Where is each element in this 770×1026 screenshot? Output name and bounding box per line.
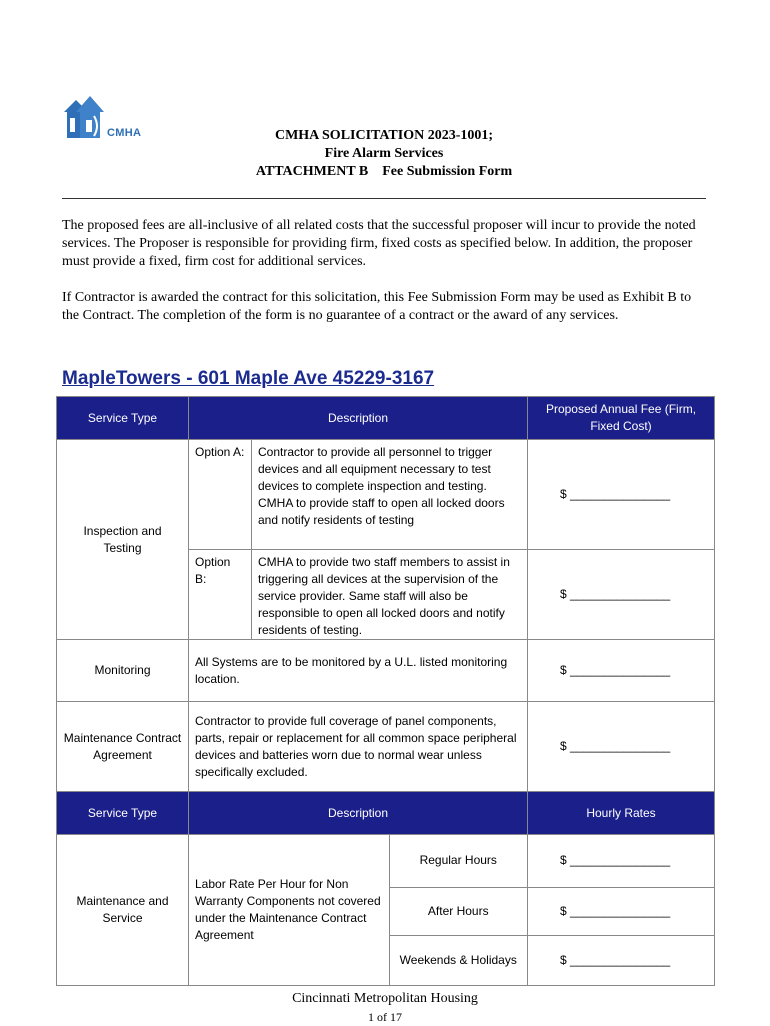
option-a-fee-field[interactable]: $ _______________ xyxy=(528,440,715,550)
contract-paragraph: If Contractor is awarded the contract for this solicitation, this Fee Submission Form may be used as Exhibit B to the Contract. The completion of the form is no guarantee of a contract or the award of any services. xyxy=(62,290,692,323)
regular-hours-label: Regular Hours xyxy=(389,835,527,887)
monitoring-label: Monitoring xyxy=(57,640,189,702)
document-header xyxy=(62,127,706,181)
attachment-title: ATTACHMENT B Fee Submission Form xyxy=(255,164,513,179)
col-service-type-2: Service Type xyxy=(57,792,189,835)
inspection-label: Inspection and Testing xyxy=(57,440,189,640)
col-proposed-fee: Proposed Annual Fee (Firm, Fixed Cost) xyxy=(528,397,715,440)
rate-field-subtable xyxy=(528,835,714,985)
table-row xyxy=(57,640,715,702)
col-service-type: Service Type xyxy=(57,397,189,440)
regular-hours-rate-field[interactable]: $ _______________ xyxy=(528,835,714,887)
option-b-fee-field[interactable]: $ _______________ xyxy=(528,550,715,640)
col-hourly-rates: Hourly Rates xyxy=(528,792,715,835)
weekends-holidays-rate-field[interactable]: $ _______________ xyxy=(560,952,671,967)
table-header-row xyxy=(57,792,715,835)
maintenance-service-text: Labor Rate Per Hour for Non Warranty Components not covered under the Maintenance Contract Agreement xyxy=(189,835,389,985)
rate-subtable xyxy=(189,835,527,985)
option-a-label: Option A: xyxy=(189,440,252,550)
after-hours-label: After Hours xyxy=(389,887,527,935)
logo-text: CMHA xyxy=(107,127,142,139)
monitoring-text: All Systems are to be monitored by a U.L. listed monitoring location. xyxy=(189,640,528,702)
col-description: Description xyxy=(189,397,528,440)
maintenance-contract-label: Maintenance Contract Agreement xyxy=(57,702,189,792)
maintenance-contract-text: Contractor to provide full coverage of panel components, parts, repair or replacement for all common space peripheral devices and batteries worn due to normal wear unless specifically excluded. xyxy=(189,702,528,792)
intro-paragraph: The proposed fees are all-inclusive of all related costs that the successful proposer will incur to provide the noted services. The Proposer is responsible for providing firm, fixed costs as specified below. In addition, the proposer must provide a fixed, firm cost for additional services. xyxy=(62,218,696,269)
table-row xyxy=(57,835,715,986)
maintenance-contract-fee-field[interactable]: $ _______________ xyxy=(528,702,715,792)
option-b-label: Option B: xyxy=(189,550,252,640)
page-number: 1 of 17 xyxy=(368,1010,402,1024)
option-a-text: Contractor to provide all personnel to trigger devices and all equipment necessary to test devices to complete inspection and testing. CMHA to provide staff to open all locked doors and notify residents of testing xyxy=(252,440,528,550)
solicitation-title: Fire Alarm Services xyxy=(324,146,444,161)
table-row xyxy=(57,440,715,550)
table-header-row xyxy=(57,397,715,440)
header-divider xyxy=(62,198,706,199)
property-title: MapleTowers - 601 Maple Ave 45229-3167 xyxy=(62,368,435,389)
option-b-text: CMHA to provide two staff members to assist in triggering all devices at the supervision of the service provider. Same staff will also be responsible to open all locked doors and notify residents of testing. xyxy=(252,550,528,640)
page-footer xyxy=(0,990,770,1026)
after-hours-rate-field[interactable]: $ _______________ xyxy=(528,887,714,935)
monitoring-fee-field[interactable]: $ _______________ xyxy=(528,640,715,702)
table-row xyxy=(57,702,715,792)
footer-org: Cincinnati Metropolitan Housing xyxy=(292,991,478,1006)
weekends-holidays-label: Weekends & Holidays xyxy=(399,952,517,967)
solicitation-number: CMHA SOLICITATION 2023-1001; xyxy=(274,128,494,143)
fee-table xyxy=(56,396,715,986)
maintenance-service-label: Maintenance and Service xyxy=(57,835,189,986)
col-description-2: Description xyxy=(189,792,528,835)
